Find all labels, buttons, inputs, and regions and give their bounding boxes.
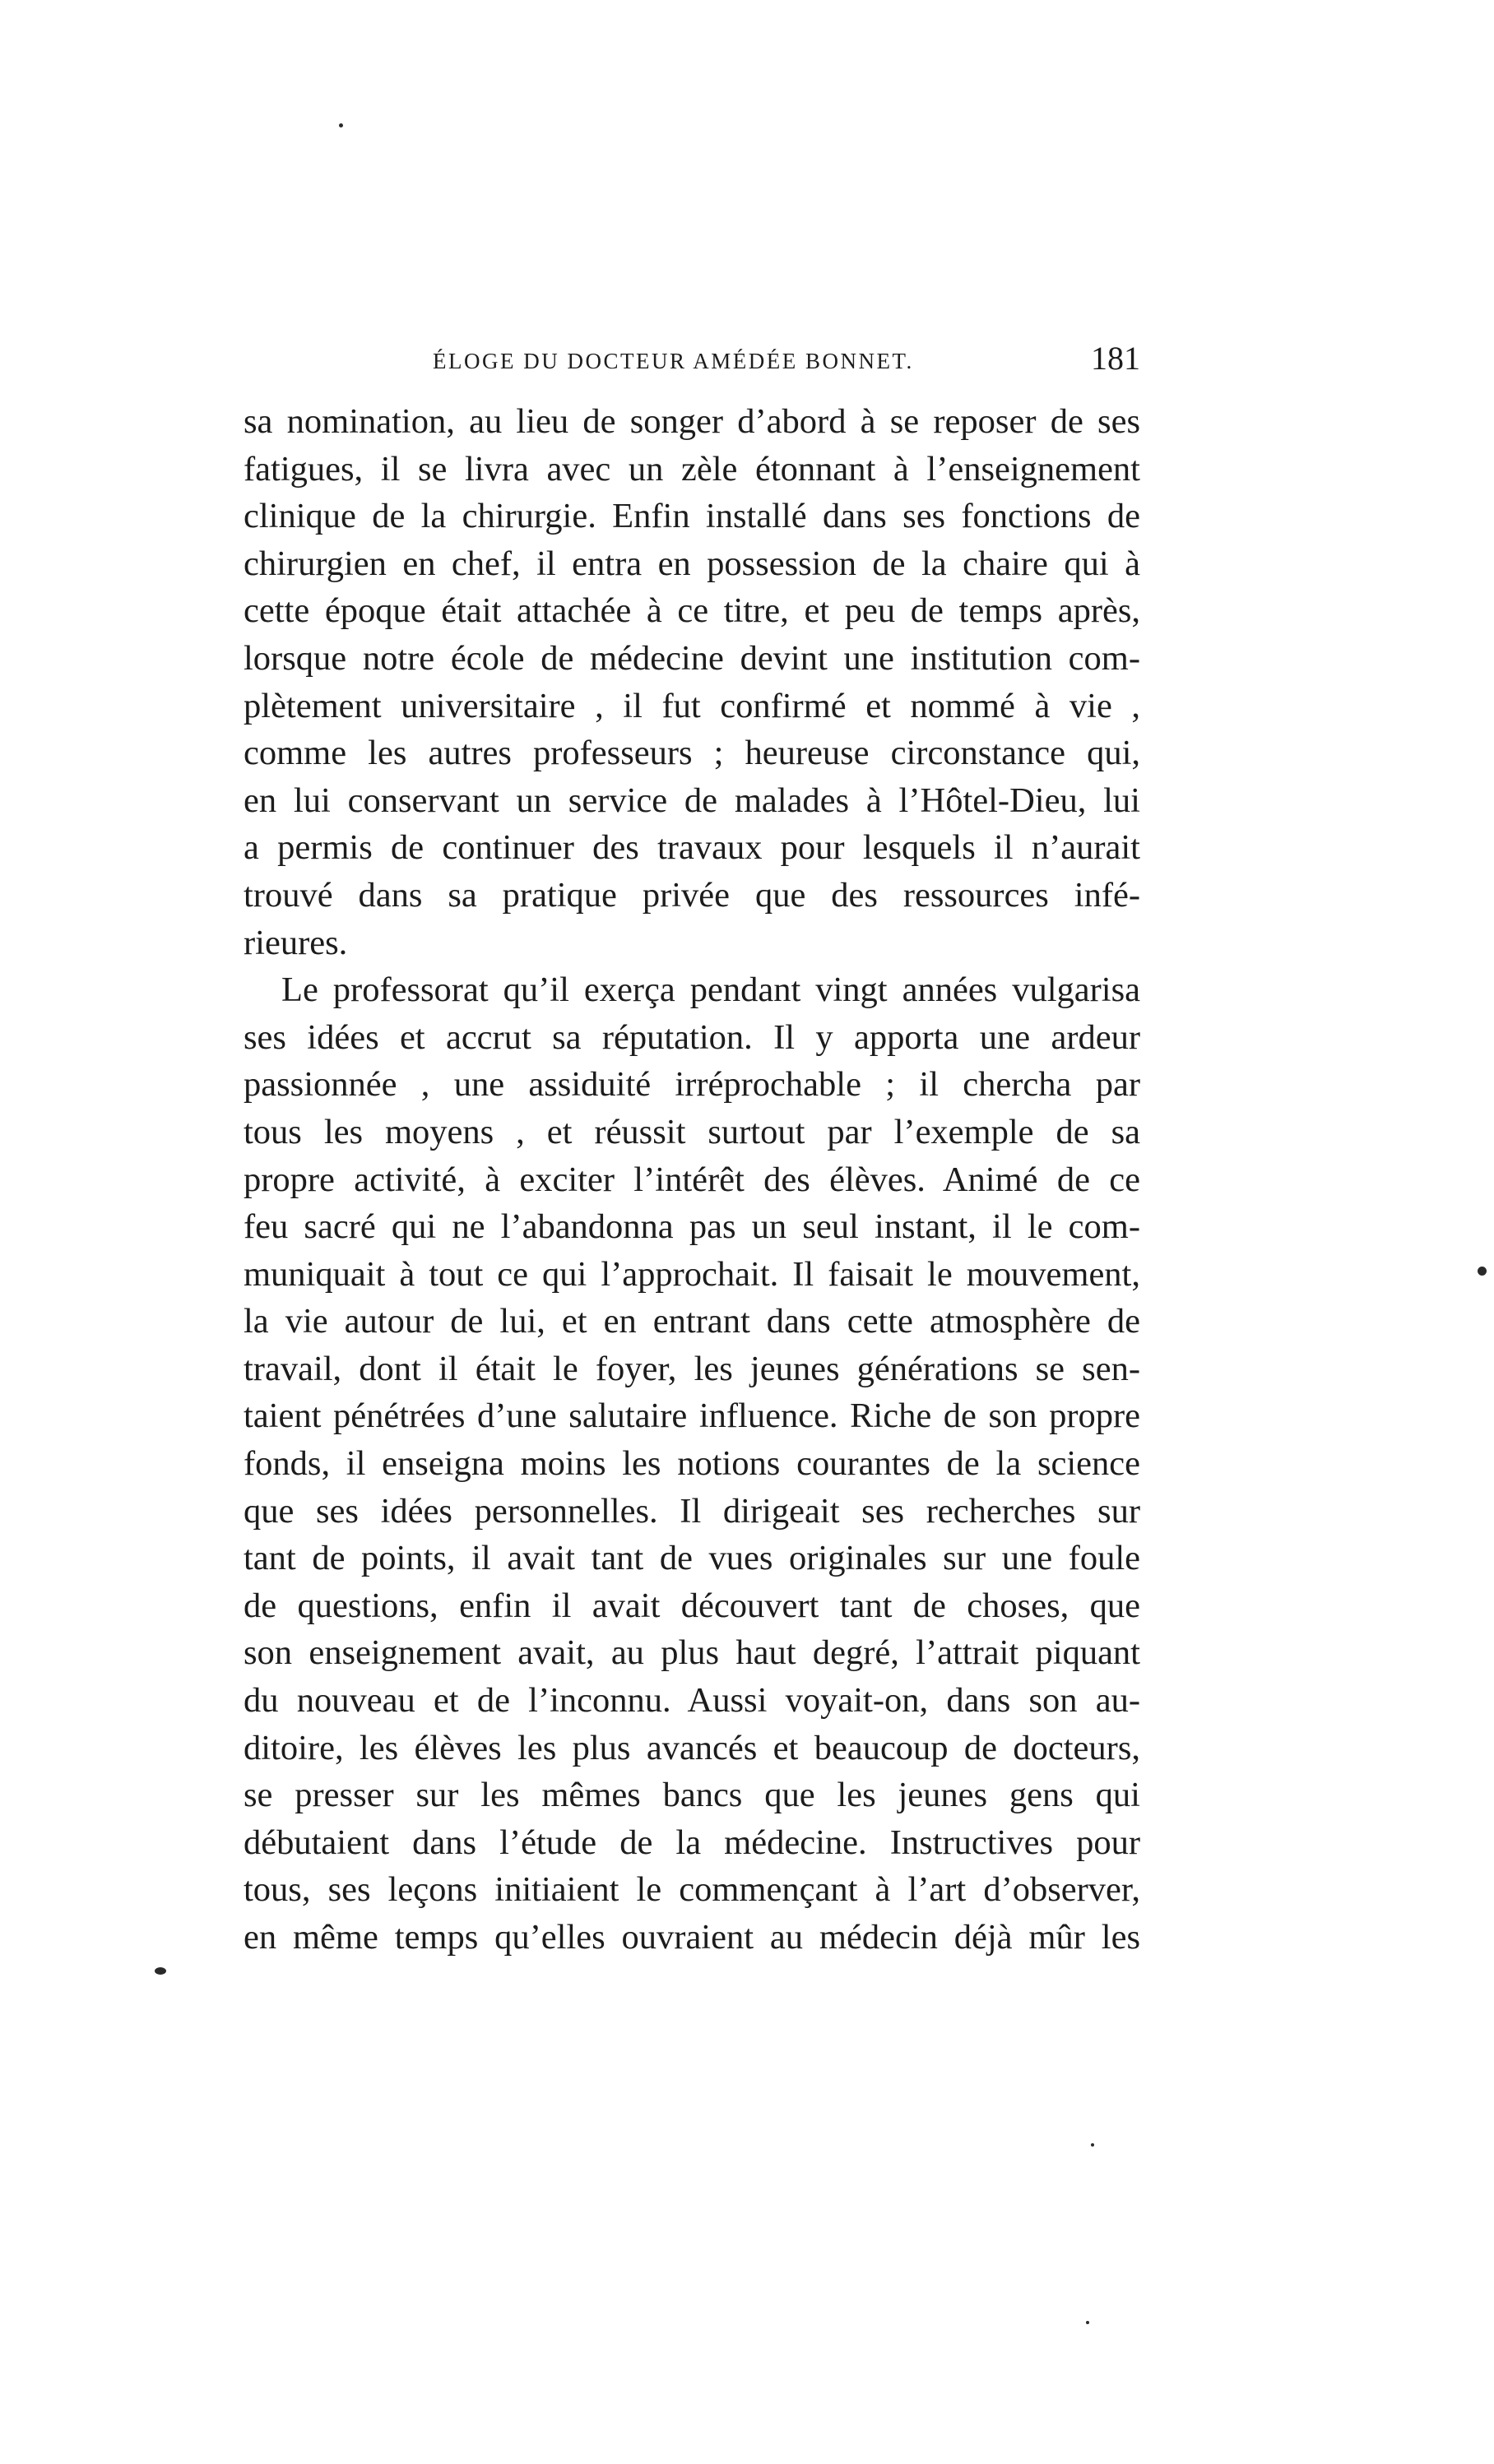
text-line: rieures. xyxy=(244,923,348,962)
scan-speck xyxy=(1086,2321,1089,2324)
text-line: feu sacré qui ne l’abandonna pas un seul instant, il le com- xyxy=(244,1207,1140,1247)
scan-speck xyxy=(155,1967,166,1975)
running-head xyxy=(244,337,1140,387)
scan-speck xyxy=(339,123,343,127)
text-line: muniquait à tout ce qui l’approchait. Il faisait le mouvement, xyxy=(244,1254,1140,1294)
text-line: tous, ses leçons initiaient le commençant à l’art d’observer, xyxy=(244,1870,1140,1910)
text-line: tant de points, il avait tant de vues originales sur une foule xyxy=(244,1539,1140,1578)
text-line: fatigues, il se livra avec un zèle étonnant à l’enseignement xyxy=(244,449,1140,489)
text-line: la vie autour de lui, et en entrant dans cette atmosphère de xyxy=(244,1302,1140,1341)
text-line: passionnée , une assiduité irréprochable ; il chercha par xyxy=(244,1065,1140,1105)
scan-speck xyxy=(1091,2143,1094,2147)
text-line: de questions, enfin il avait découvert tant de choses, que xyxy=(244,1586,1140,1625)
text-line: propre activité, à exciter l’intérêt des élèves. Animé de ce xyxy=(244,1160,1140,1199)
text-line: en lui conservant un service de malades à l’Hôtel-Dieu, lui xyxy=(244,780,1140,820)
paragraph-first-line: Le professorat qu’il exerça pendant vingt années vulgarisa xyxy=(281,970,1140,1010)
text-line: lorsque notre école de médecine devint une institution com- xyxy=(244,638,1140,678)
page-number: 181 xyxy=(1091,340,1140,377)
text-line: clinique de la chirurgie. Enfin installé dans ses fonctions de xyxy=(244,497,1140,536)
text-line: du nouveau et de l’inconnu. Aussi voyait-on, dans son au- xyxy=(244,1681,1140,1721)
text-line: débutaient dans l’étude de la médecine. Instructives pour xyxy=(244,1823,1140,1862)
running-title: ÉLOGE DU DOCTEUR AMÉDÉE BONNET. xyxy=(433,349,914,373)
text-line: ditoire, les élèves les plus avancés et beaucoup de docteurs, xyxy=(244,1728,1140,1767)
text-line: en même temps qu’elles ouvraient au médecin déjà mûr les xyxy=(244,1918,1140,1957)
text-line: se presser sur les mêmes bancs que les jeunes gens qui xyxy=(244,1776,1140,1815)
text-line: a permis de continuer des travaux pour lesquels il n’aurait xyxy=(244,828,1140,868)
text-line: taient pénétrées d’une salutaire influence. Riche de son propre xyxy=(244,1396,1140,1436)
text-line: plètement universitaire , il fut confirmé et nommé à vie , xyxy=(244,686,1140,725)
text-line: cette époque était attachée à ce titre, et peu de temps après, xyxy=(244,591,1140,631)
text-line: travail, dont il était le foyer, les jeunes générations se sen- xyxy=(244,1349,1140,1388)
text-line: comme les autres professeurs ; heureuse circonstance qui, xyxy=(244,734,1140,773)
text-line: tous les moyens , et réussit surtout par l’exemple de sa xyxy=(244,1112,1140,1151)
text-line: trouvé dans sa pratique privée que des ressources infé- xyxy=(244,875,1140,915)
text-line: sa nomination, au lieu de songer d’abord à se reposer de ses xyxy=(244,402,1140,441)
text-line: ses idées et accrut sa réputation. Il y apporta une ardeur xyxy=(244,1017,1140,1057)
text-line: que ses idées personnelles. Il dirigeait ses recherches sur xyxy=(244,1491,1140,1531)
text-line: son enseignement avait, au plus haut degré, l’attrait piquant xyxy=(244,1633,1140,1673)
text-line: fonds, il enseigna moins les notions courantes de la science xyxy=(244,1444,1140,1484)
text-line: chirurgien en chef, il entra en possession de la chaire qui à xyxy=(244,544,1140,583)
body-text xyxy=(244,398,1140,1961)
scan-speck xyxy=(1478,1267,1487,1276)
